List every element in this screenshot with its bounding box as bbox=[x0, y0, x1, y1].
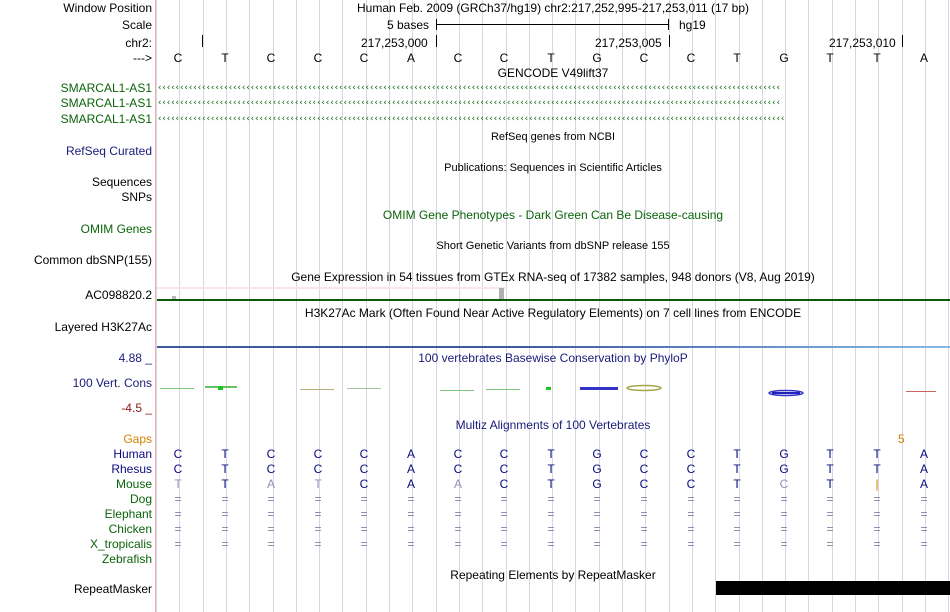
label-snps[interactable]: SNPs bbox=[121, 190, 152, 204]
alignment-base: = bbox=[221, 492, 229, 506]
alignment-base: = bbox=[593, 522, 601, 536]
alignment-base: = bbox=[826, 537, 834, 551]
alignment-base: T bbox=[547, 462, 555, 476]
alignment-base: = bbox=[873, 507, 881, 521]
alignment-base: = bbox=[687, 492, 695, 506]
reference-base: C bbox=[453, 51, 463, 65]
reference-base: C bbox=[639, 51, 649, 65]
alignment-base: A bbox=[406, 462, 415, 476]
alignment-base: C bbox=[173, 462, 183, 476]
reference-base: C bbox=[173, 51, 183, 65]
alignment-base: = bbox=[314, 507, 322, 521]
alignment-base: C bbox=[639, 447, 649, 461]
alignment-base: A bbox=[919, 462, 928, 476]
reference-base: A bbox=[406, 51, 415, 65]
gaps-value: 5 bbox=[898, 432, 905, 446]
alignment-base: = bbox=[780, 492, 788, 506]
label-species-dog[interactable]: Dog bbox=[129, 492, 152, 506]
alignment-base: = bbox=[314, 522, 322, 536]
label-sequences[interactable]: Sequences bbox=[91, 175, 152, 189]
alignment-base: = bbox=[733, 492, 741, 506]
reference-base: C bbox=[686, 51, 696, 65]
alignment-base: C bbox=[639, 477, 649, 491]
omim-track-title[interactable]: OMIM Gene Phenotypes - Dark Green Can Be Disease-causing bbox=[382, 208, 724, 222]
alignment-base: C bbox=[499, 477, 509, 491]
alignment-base: A bbox=[453, 477, 462, 491]
alignment-base: A bbox=[919, 477, 928, 491]
label-species-rhesus[interactable]: Rhesus bbox=[111, 462, 152, 476]
reference-base: C bbox=[499, 51, 509, 65]
alignment-base: = bbox=[733, 522, 741, 536]
reference-base: G bbox=[592, 51, 602, 65]
alignment-base: = bbox=[640, 537, 648, 551]
alignment-base: A bbox=[919, 447, 928, 461]
label-species-mouse[interactable]: Mouse bbox=[115, 477, 152, 491]
alignment-base: = bbox=[500, 492, 508, 506]
alignment-base: C bbox=[779, 477, 789, 491]
alignment-base: C bbox=[686, 477, 696, 491]
alignment-base: = bbox=[826, 507, 834, 521]
alignment-base: T bbox=[873, 462, 881, 476]
gencode-track-title[interactable]: GENCODE V49lift37 bbox=[497, 66, 609, 80]
dbsnp-track-title[interactable]: Short Genetic Variants from dbSNP release 155 bbox=[436, 240, 670, 252]
multiz-track-title[interactable]: Multiz Alignments of 100 Vertebrates bbox=[455, 418, 651, 432]
label-common-dbsnp[interactable]: Common dbSNP(155) bbox=[33, 253, 152, 267]
alignment-base: = bbox=[920, 507, 928, 521]
alignment-base: = bbox=[500, 537, 508, 551]
phylop-track-title[interactable]: 100 vertebrates Basewise Conservation by PhyloP bbox=[418, 351, 688, 365]
alignment-base: T bbox=[733, 477, 741, 491]
alignment-base: C bbox=[266, 462, 276, 476]
alignment-base: C bbox=[313, 462, 323, 476]
alignment-base: = bbox=[733, 507, 741, 521]
alignment-base: T bbox=[221, 477, 229, 491]
alignment-base: = bbox=[360, 492, 368, 506]
alignment-base: G bbox=[779, 462, 789, 476]
alignment-base: = bbox=[174, 507, 182, 521]
gtex-track-title[interactable]: Gene Expression in 54 tissues from GTEx RNA-seq of 17382 samples, 948 donors (V8, Aug 2019) bbox=[291, 270, 815, 284]
reference-base: G bbox=[779, 51, 789, 65]
reference-base: T bbox=[873, 51, 881, 65]
alignment-base: C bbox=[173, 447, 183, 461]
label-cons-max: 4.88 _ bbox=[118, 351, 152, 365]
alignment-base: C bbox=[453, 447, 463, 461]
alignment-base: G bbox=[592, 477, 602, 491]
reference-base: C bbox=[313, 51, 323, 65]
label-smarcal1-as1-2[interactable]: SMARCAL1-AS1 bbox=[60, 96, 152, 110]
window-position-text: Human Feb. 2009 (GRCh37/hg19) chr2:217,252,995-217,253,011 (17 bp) bbox=[356, 1, 750, 15]
alignment-base: C bbox=[359, 462, 369, 476]
alignment-base: = bbox=[360, 507, 368, 521]
label-ac098820[interactable]: AC098820.2 bbox=[85, 288, 152, 302]
alignment-base: C bbox=[313, 447, 323, 461]
alignment-base: = bbox=[267, 492, 275, 506]
alignment-base: A bbox=[406, 477, 415, 491]
label-cons-min: -4.5 _ bbox=[121, 401, 152, 415]
label-species-zebrafish[interactable]: Zebrafish bbox=[101, 552, 152, 566]
alignment-base: = bbox=[267, 522, 275, 536]
label-smarcal1-as1-1[interactable]: SMARCAL1-AS1 bbox=[60, 81, 152, 95]
alignment-base: = bbox=[360, 522, 368, 536]
alignment-base: = bbox=[174, 537, 182, 551]
alignment-base: T bbox=[873, 447, 881, 461]
alignment-base: T bbox=[221, 447, 229, 461]
alignment-base: C bbox=[266, 447, 276, 461]
alignment-base: = bbox=[454, 507, 462, 521]
alignment-base: = bbox=[174, 492, 182, 506]
reference-base: C bbox=[359, 51, 369, 65]
alignment-base: = bbox=[687, 507, 695, 521]
alignment-base: = bbox=[547, 537, 555, 551]
alignment-base: = bbox=[407, 522, 415, 536]
alignment-base: = bbox=[873, 492, 881, 506]
alignment-base: = bbox=[454, 492, 462, 506]
alignment-base: T bbox=[547, 477, 555, 491]
reference-base: T bbox=[221, 51, 229, 65]
alignment-base: G bbox=[779, 447, 789, 461]
reference-base: C bbox=[266, 51, 276, 65]
alignment-base: = bbox=[593, 537, 601, 551]
alignment-base: = bbox=[221, 537, 229, 551]
repeatmasker-track-title[interactable]: Repeating Elements by RepeatMasker bbox=[450, 568, 656, 582]
alignment-base: = bbox=[547, 522, 555, 536]
label-species-elephant[interactable]: Elephant bbox=[104, 507, 152, 521]
alignment-base: = bbox=[640, 507, 648, 521]
label-species-x-tropicalis[interactable]: X_tropicalis bbox=[89, 537, 152, 551]
label-omim-genes[interactable]: OMIM Genes bbox=[80, 222, 152, 236]
alignment-base: = bbox=[873, 522, 881, 536]
alignment-base: T bbox=[733, 462, 741, 476]
alignment-base: C bbox=[639, 462, 649, 476]
coord-label-1: 217,253,000 bbox=[361, 36, 428, 50]
alignment-base: G bbox=[592, 462, 602, 476]
alignment-base: G bbox=[592, 447, 602, 461]
alignment-base: = bbox=[360, 537, 368, 551]
alignment-base: = bbox=[407, 537, 415, 551]
label-species-human[interactable]: Human bbox=[113, 447, 152, 461]
label-window-position: Window Position bbox=[63, 1, 152, 15]
alignment-base: = bbox=[547, 507, 555, 521]
alignment-base: C bbox=[686, 447, 696, 461]
alignment-base: T bbox=[826, 477, 834, 491]
alignment-base: T bbox=[733, 447, 741, 461]
reference-base: T bbox=[733, 51, 741, 65]
alignment-base: T bbox=[314, 477, 322, 491]
alignment-base: = bbox=[454, 537, 462, 551]
label-species-chicken[interactable]: Chicken bbox=[108, 522, 152, 536]
alignment-base: = bbox=[780, 522, 788, 536]
label-100-vert-cons[interactable]: 100 Vert. Cons bbox=[72, 376, 152, 390]
alignment-base: = bbox=[687, 522, 695, 536]
alignment-base: = bbox=[500, 507, 508, 521]
phylop-bars bbox=[160, 386, 936, 396]
label-gaps: Gaps bbox=[123, 432, 152, 446]
alignment-base: A bbox=[406, 447, 415, 461]
reference-base: T bbox=[547, 51, 555, 65]
refseq-track-title[interactable]: RefSeq genes from NCBI bbox=[490, 131, 616, 143]
alignment-base: T bbox=[547, 447, 555, 461]
alignment-base: = bbox=[593, 492, 601, 506]
assembly-text: hg19 bbox=[679, 18, 706, 32]
alignment-base: C bbox=[453, 462, 463, 476]
alignment-base: = bbox=[640, 492, 648, 506]
alignment-base: = bbox=[407, 507, 415, 521]
alignment-base: = bbox=[733, 537, 741, 551]
repeat-element-block[interactable] bbox=[716, 581, 950, 595]
alignment-base: = bbox=[267, 507, 275, 521]
alignment-base: = bbox=[314, 537, 322, 551]
transcript-line-3[interactable]: ‹‹‹‹‹‹‹‹‹‹‹‹‹‹‹‹‹‹‹‹‹‹‹‹‹‹‹‹‹‹‹‹‹‹‹‹‹‹‹‹‹‹‹‹‹‹‹‹‹‹‹‹‹‹‹‹‹‹‹‹‹‹‹‹‹‹‹‹‹‹‹‹‹‹‹‹‹‹‹‹‹‹‹‹‹‹‹‹‹‹‹‹‹‹‹‹‹‹‹‹‹‹‹‹‹‹‹‹‹‹‹‹‹‹‹‹‹‹‹‹‹‹‹‹‹‹‹‹‹‹‹‹‹‹‹‹‹‹‹‹‹‹ bbox=[157, 114, 785, 124]
alignment-base: = bbox=[267, 537, 275, 551]
alignment-base: = bbox=[920, 537, 928, 551]
alignment-base: C bbox=[686, 462, 696, 476]
alignment-base: C bbox=[359, 477, 369, 491]
alignment-base: = bbox=[920, 492, 928, 506]
label-layered-h3k27ac[interactable]: Layered H3K27Ac bbox=[54, 320, 152, 334]
alignment-base: C bbox=[499, 462, 509, 476]
alignment-base: T bbox=[826, 462, 834, 476]
alignment-base: T bbox=[221, 462, 229, 476]
alignment-base: = bbox=[407, 492, 415, 506]
alignment-base: = bbox=[221, 522, 229, 536]
alignment-base: = bbox=[174, 522, 182, 536]
label-scale: Scale bbox=[121, 18, 152, 32]
alignment-base: = bbox=[314, 492, 322, 506]
alignment-base: = bbox=[500, 522, 508, 536]
alignment-base: | bbox=[875, 477, 879, 491]
reference-base: A bbox=[919, 51, 928, 65]
label-smarcal1-as1-3[interactable]: SMARCAL1-AS1 bbox=[60, 112, 152, 126]
alignment-base: = bbox=[454, 522, 462, 536]
alignment-base: T bbox=[826, 447, 834, 461]
alignment-base: C bbox=[359, 447, 369, 461]
alignment-base: = bbox=[780, 507, 788, 521]
alignment-base: C bbox=[499, 447, 509, 461]
alignment-base: = bbox=[826, 522, 834, 536]
alignment-base: = bbox=[920, 522, 928, 536]
alignment-base: = bbox=[873, 537, 881, 551]
alignment-base: = bbox=[547, 492, 555, 506]
reference-base: T bbox=[826, 51, 834, 65]
alignment-base: = bbox=[780, 537, 788, 551]
scale-bases-text: 5 bases bbox=[387, 18, 430, 32]
h3k27ac-track-title[interactable]: H3K27Ac Mark (Often Found Near Active Regulatory Elements) on 7 cell lines from ENCODE bbox=[304, 306, 802, 320]
alignment-base: = bbox=[221, 507, 229, 521]
publications-track-title[interactable]: Publications: Sequences in Scientific Articles bbox=[444, 162, 662, 174]
alignment-base: = bbox=[640, 522, 648, 536]
coord-label-3: 217,253,010 bbox=[829, 36, 896, 50]
coord-label-2: 217,253,005 bbox=[595, 36, 662, 50]
alignment-base: = bbox=[687, 537, 695, 551]
label-strand[interactable]: ---> bbox=[133, 51, 152, 65]
label-refseq-curated[interactable]: RefSeq Curated bbox=[65, 144, 152, 158]
alignment-base: = bbox=[593, 507, 601, 521]
alignment-base: A bbox=[266, 477, 275, 491]
transcript-line-1[interactable]: ‹‹‹‹‹‹‹‹‹‹‹‹‹‹‹‹‹‹‹‹‹‹‹‹‹‹‹‹‹‹‹‹‹‹‹‹‹‹‹‹‹‹‹‹‹‹‹‹‹‹‹‹‹‹‹‹‹‹‹‹‹‹‹‹‹‹‹‹‹‹‹‹‹‹‹‹‹‹‹‹‹‹‹‹‹‹‹‹‹‹‹‹‹‹‹‹‹‹‹‹‹‹‹‹‹‹‹‹‹‹‹‹‹‹‹‹‹‹‹‹‹‹‹‹‹‹‹‹‹‹‹‹‹‹‹‹‹‹‹‹‹ bbox=[157, 83, 781, 93]
label-repeatmasker[interactable]: RepeatMasker bbox=[73, 582, 152, 596]
label-chr: chr2: bbox=[125, 36, 152, 50]
alignment-base: = bbox=[826, 492, 834, 506]
alignment-base: T bbox=[174, 477, 182, 491]
transcript-line-2[interactable]: ‹‹‹‹‹‹‹‹‹‹‹‹‹‹‹‹‹‹‹‹‹‹‹‹‹‹‹‹‹‹‹‹‹‹‹‹‹‹‹‹‹‹‹‹‹‹‹‹‹‹‹‹‹‹‹‹‹‹‹‹‹‹‹‹‹‹‹‹‹‹‹‹‹‹‹‹‹‹‹‹‹‹‹‹‹‹‹‹‹‹‹‹‹‹‹‹‹‹‹‹‹‹‹‹‹‹‹‹‹‹‹‹‹‹‹‹‹‹‹‹‹‹‹‹‹‹‹‹‹‹‹‹‹‹‹‹‹‹‹‹‹ bbox=[157, 98, 781, 108]
